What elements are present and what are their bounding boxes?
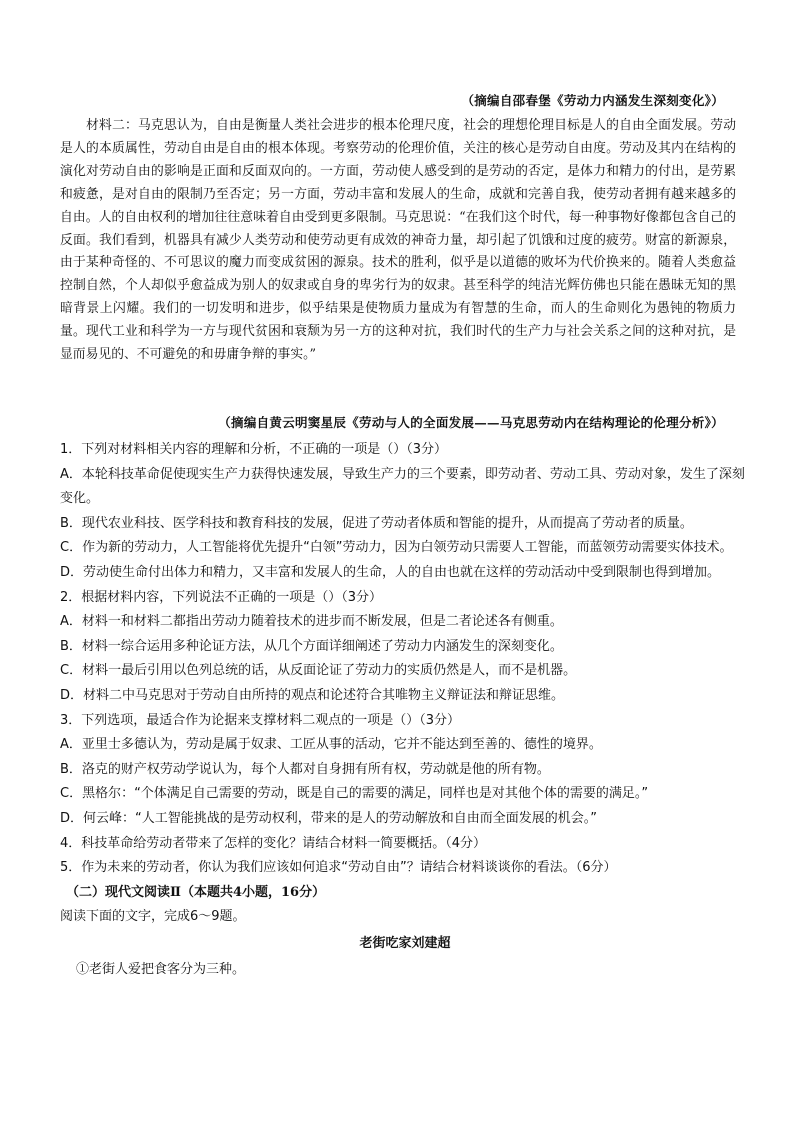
material2-paragraph: 材料二：马克思认为，自由是衡量人类社会进步的根本伦理尺度，社会的理想伦理目标是人的自由全面发展。劳动是人的本质属性，劳动自由是自由的根本体现。考察劳动的伦理价值，关注的核心是劳动自由度。劳动及其内在结构的演化对劳动自由的影响是正面和反面双向的。一方面，劳动使人感受到的是劳动的否定，是体力和精力的付出，是劳累和疲惫，是对自由的限制乃至否定；另一方面，劳动丰富和发展人的生命，成就和完善自我，使劳动者拥有越来越多的自由。人的自由权利的增加往往意味着自由受到更多限制。马克思说：“在我们这个时代，每一种事物好像都包含自己的反面。我们看到，机器具有减少人类劳动和使劳动更有成效的神奇力量，却引起了饥饿和过度的疲劳。财富的新源泉，由于某种奇怪的、不可思议的魔力而变成贫困的源泉。技术的胜利，似乎是以道德的败坏为代价换来的。随着人类愈益控制自然，个人却似乎愈益成为别人的奴隶或自身的卑劣行为的奴隶。甚至科学的纯洁光辉仿佛也只能在愚昧无知的黑暗背景上闪耀。我们的一切发明和进步，似乎结果是使物质力量成为有智慧的生命，而人的生命则化为愚钝的物质力量。现代工业和科学为一方与现代贫困和衰颓为另一方的这种对抗，我们时代的生产力与社会关系之间的这种对抗，是显而易见的、不可避免的和毋庸争辩的事实。” bbox=[60, 118, 736, 363]
question-5: 5．作为未来的劳动者，你认为我们应该如何追求“劳动自由”？请结合材料谈谈你的看法。（6分） bbox=[60, 860, 617, 876]
question-3-option-d: D．何云峰：“人工智能挑战的是劳动权利，带来的是人的劳动解放和自由而全面发展的机会。” bbox=[60, 810, 597, 826]
article-title: 老街吃家刘建超 bbox=[359, 935, 451, 951]
question-2-stem: 2．根据材料内容，下列说法不正确的一项是（）（3分） bbox=[60, 589, 383, 605]
section-2-instruction: 阅读下面的文字，完成6～9题。 bbox=[60, 909, 246, 925]
question-2-option-d: D．材料二中马克思对于劳动自由所持的观点和论述符合其唯物主义辩证法和辩证思维。 bbox=[60, 687, 565, 703]
material1-source-citation: （摘编自邵春堡《劳动力内涵发生深刻变化》） bbox=[461, 93, 724, 108]
question-4: 4．科技革命给劳动者带来了怎样的变化？请结合材料一简要概括。（4分） bbox=[60, 835, 487, 851]
question-2-option-b: B．材料一综合运用多种论证方法，从几个方面详细阐述了劳动力内涵发生的深刻变化。 bbox=[60, 638, 563, 654]
questions-block bbox=[60, 438, 750, 983]
question-3-option-c: C．黑格尔：“个体满足自己需要的劳动，既是自己的需要的满足，同样也是对其他个体的需要的满足。” bbox=[60, 786, 649, 802]
question-3-stem: 3．下列选项，最适合作为论据来支撑材料二观点的一项是（）（3分） bbox=[60, 712, 461, 728]
question-1-option-d: D．劳动使生命付出体力和精力，又丰富和发展人的生命，人的自由也就在这样的劳动活动中受到限制也得到增加。 bbox=[60, 564, 721, 580]
question-3-option-b: B．洛克的财产权劳动学说认为，每个人都对自身拥有所有权，劳动就是他的所有物。 bbox=[60, 761, 550, 777]
question-1-option-c: C．作为新的劳动力，人工智能将优先提升“白领”劳动力，因为白领劳动只需要人工智能，而蓝领劳动需要实体技术。 bbox=[60, 540, 733, 556]
question-2-option-c: C．材料一最后引用以色列总统的话，从反面论证了劳动力的实质仍然是人，而不是机器。 bbox=[60, 663, 577, 679]
question-1-stem: 1．下列对材料相关内容的理解和分析，不正确的一项是（）（3分） bbox=[60, 442, 448, 457]
section-2-heading: （二）现代文阅读Ⅱ（本题共4小题，16分） bbox=[66, 884, 326, 900]
material2-source-citation: （摘编自黄云明窦星辰《劳动与人的全面发展——马克思劳动内在结构理论的伦理分析》） bbox=[218, 415, 724, 430]
question-1-option-b: B．现代农业科技、医学科技和教育科技的发展，促进了劳动者体质和智能的提升，从而提高了劳动者的质量。 bbox=[60, 515, 693, 531]
question-3-option-a: A．亚里士多德认为，劳动是属于奴隶、工匠从事的活动，它并不能达到至善的、德性的境界。 bbox=[60, 737, 602, 753]
question-1-option-a: A．本轮科技革命促使现实生产力获得快速发展，导致生产力的三个要素，即劳动者、劳动工具、劳动对象，发生了深刻变化。 bbox=[60, 466, 745, 507]
article-paragraph-1: ①老街人爱把食客分为三种。 bbox=[76, 962, 246, 978]
question-2-option-a: A．材料一和材料二都指出劳动力随着技术的进步而不断发展，但是二者论述各有侧重。 bbox=[60, 614, 563, 630]
